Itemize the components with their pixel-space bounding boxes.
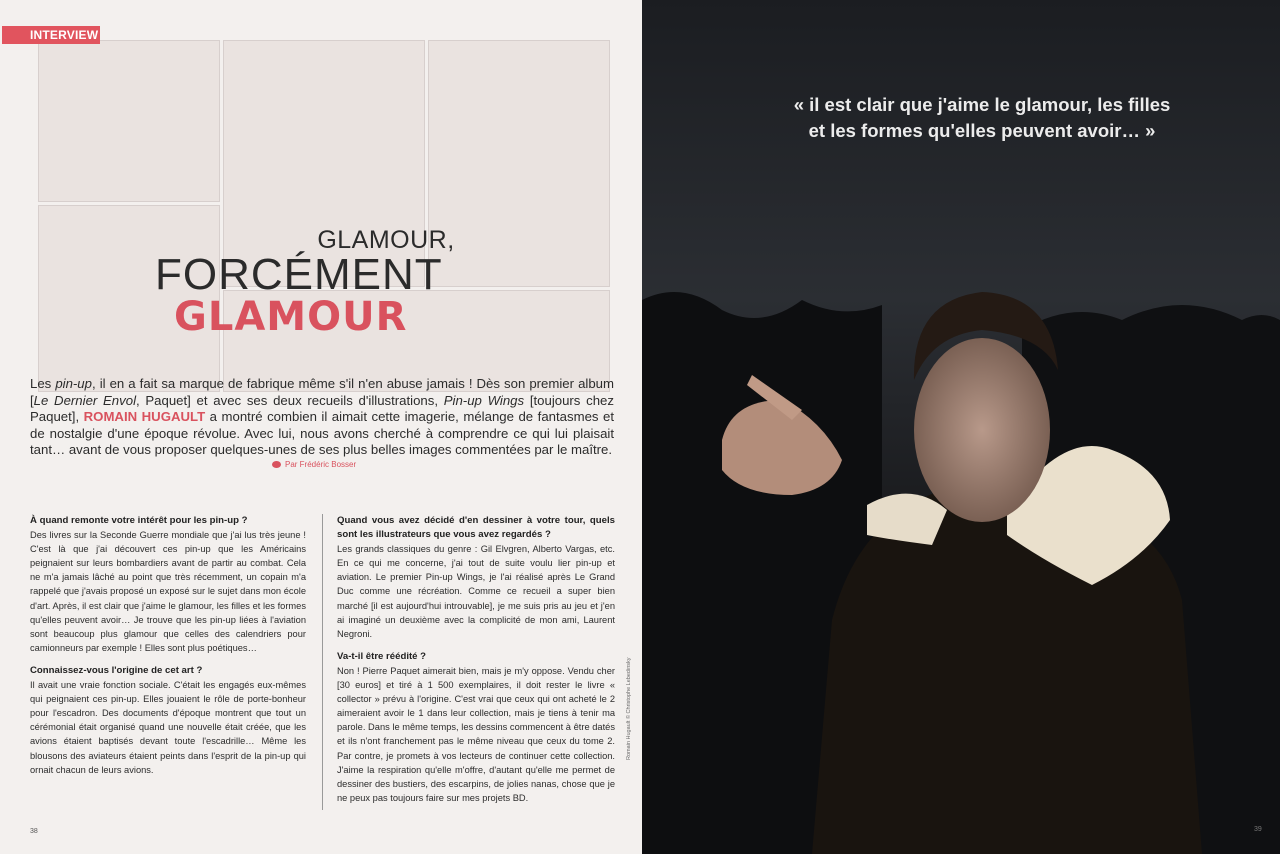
byline: Par Frédéric Bosser [272,460,356,469]
photo-credit: Romain Hugault © Christophe Lebedinsky [626,657,632,760]
pull-quote: « il est clair que j'aime le glamour, les filles et les formes qu'elles peuvent avoir… » [793,94,1171,141]
page-number-left: 38 [30,828,38,835]
right-column [337,514,615,814]
title-line-1: GLAMOUR, [317,226,455,254]
left-column [30,514,306,786]
intro-paragraph: Les pin-up, il en a fait sa marque de fabrique même s'il n'en abuse jamais ! Dès son premier album [Le Dernier Envol, Paquet] et avec ses deux recueils d'illustrations, Pin-up Wings [toujours chez Paquet], ROMAIN HUGAULT a montré combien il aimait cette imagerie, mélange de fantasmes et de nostalgie d'une époque révolue. Avec lui, nous avons cherché à comprendre ce qui lui plaisait tant… avant de vous proposer quelques-unes de ses plus belles images commentées par le maître. [30,376,615,457]
answer: Des livres sur la Seconde Guerre mondiale que j'ai lus très jeune ! C'est là que j'ai découvert ces pin-up que les Américains peignaient sur leurs bombardiers avant de partir au combat. Cela ne m'a jamais lâché au point que très récemment, un copain m'a rappelé que j'avais proposé un exposé sur le sujet dans mon école d'art. Après, il est clair que j'aime le glamour, les filles et les formes qu'elles peuvent avoir… Je trouve que les pin-up liées à l'aviation sont beaucoup plus glamour que celles des calendriers pour camionneurs par exemple ! Elles sont plus poétiques… [30,530,306,653]
column-divider [322,514,323,810]
section-tag: INTERVIEW [2,26,100,44]
face [914,338,1050,522]
question: À quand remonte votre intérêt pour les pin-up ? [30,515,248,526]
artist-name: ROMAIN HUGAULT [83,409,206,424]
title-line-2: FORCÉMENT [155,250,443,299]
question: Quand vous avez décidé d'en dessiner à votre tour, quels sont les illustrateurs que vous avez regardés ? [337,515,615,541]
title-line-3: GLAMOUR [174,294,408,340]
bullet-icon [272,461,281,468]
question: Connaissez-vous l'origine de cet art ? [30,664,203,676]
question: Va-t-il être réédité ? [337,650,427,662]
answer: Les grands classiques du genre : Gil Elvgren, Alberto Vargas, etc. En ce qui me concerne, j'ai tout de suite voulu lier pin-up et aviation. Le premier Pin-up Wings, je l'ai réalisé après Le Grand Duc comme une récréation. Comme ce recueil a super bien marché [il est aujourd'hui introuvable], je me suis pris au jeu et j'en ai imaginé un deuxième avec la complicité de mon ami, Laurent Negroni. [337,544,615,639]
page-number-right: 39 [1254,826,1262,833]
answer: Non ! Pierre Paquet aimerait bien, mais je m'y oppose. Vendu cher [30 euros] et tiré à 1 500 exemplaires, il doit rester le livre « collector » prévu à l'origine. C'est vrai que ceux qui ont acheté le 2 aimeraient avoir le 1 dans leur collection, mais je tiens à tenir ma parole. Dans le même temps, les dessins commencent à être datés et ils n'ont franchement pas le même niveau que ceux du tome 2. Par contre, je promets à vos lecteurs de continuer cette collection. J'aime la respiration qu'elle m'offre, d'autant qu'elle me permet de dessiner des bustiers, des escarpins, de jolies nanas, chose que je ne peux pas toujours faire sur mes projets BD. [337,665,615,803]
answer: Il avait une vraie fonction sociale. C'était les engagés eux-mêmes qui peignaient ces pin-up. Elles jouaient le rôle de porte-bonheur pour l'escadron. Des documents d'époque montrent que tout un cérémonial était organisé quand une nouvelle était créée, que les avions étaient baptisés devant toute l'escadrille… Même les blousons des aviateurs étaient peints dans l'esprit de la pin-up qui ornait chacun de leurs avions. [30,680,306,775]
right-page-photo [626,0,1280,854]
